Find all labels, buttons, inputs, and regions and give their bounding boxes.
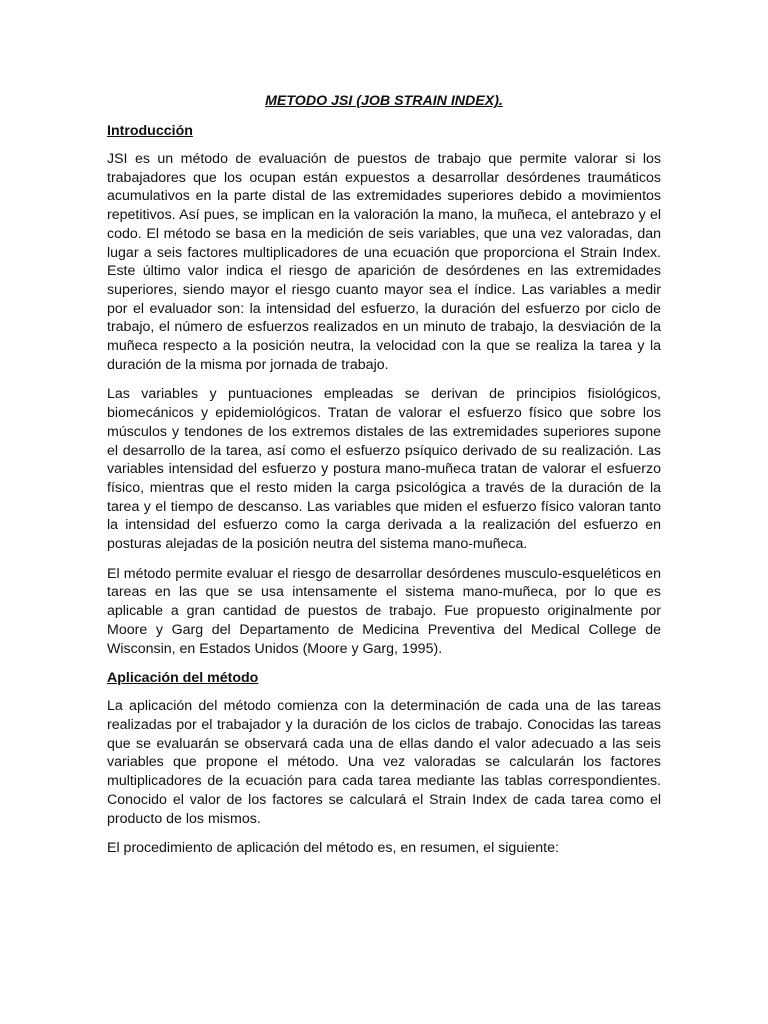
intro-paragraph-3: El método permite evaluar el riesgo de desarrollar desórdenes musculo-esqueléticos en tareas en las que se usa intensamente el sistema mano-muñeca, por lo que es aplicable a gran cantidad de puestos de trabajo. Fue propuesto originalmente por Moore y Garg del Departamento de Medicina Preventiva del Medical College de Wisconsin, en Estados Unidos (Moore y Garg, 1995). [107,565,661,657]
intro-paragraph-1: JSI es un método de evaluación de puestos de trabajo que permite valorar si los trabajadores que los ocupan están expuestos a desarrollar desórdenes traumáticos acumulativos en la parte distal de las extremidades superiores debido a movimientos repetitivos. Así pues, se implican en la valoración la mano, la muñeca, el antebrazo y el codo. El método se basa en la medición de seis variables, que una vez valoradas, dan lugar a seis factores multiplicadores de una ecuación que proporciona el Strain Index. Este último valor indica el riesgo de aparición de desórdenes en las extremidades superiores, siendo mayor el riesgo cuanto mayor sea el índice. Las variables a medir por el evaluador son: la intensidad del esfuerzo, la duración del esfuerzo por ciclo de trabajo, el número de esfuerzos realizados en un minuto de trabajo, la desviación de la muñeca respecto a la posición neutra, la velocidad con la que se realiza la tarea y la duración de la misma por jornada de trabajo. [107,151,661,373]
intro-paragraph-2: Las variables y puntuaciones empleadas se derivan de principios fisiológicos, biomecánicos y epidemiológicos. Tratan de valorar el esfuerzo físico que sobre los músculos y tendones de los extremos distales de las extremidades superiores supone el desarrollo de la tarea, así como el esfuerzo psíquico derivado de su realización. Las variables intensidad del esfuerzo y postura mano-muñeca tratan de valorar el esfuerzo físico, mientras que el resto miden la carga psicológica a través de la duración de la tarea y el tiempo de descanso. Las variables que miden el esfuerzo físico valoran tanto la intensidad del esfuerzo como la carga derivada a la realización del esfuerzo en posturas alejadas de la posición neutra del sistema mano-muñeca. [107,386,661,553]
section-heading-introduccion: Introducción [107,123,193,139]
aplicacion-paragraph-1: La aplicación del método comienza con la determinación de cada una de las tareas realizadas por el trabajador y la duración de los ciclos de trabajo. Conocidas las tareas que se evaluarán se observará cada una de ellas dando el valor adecuado a las seis variables que propone el método. Una vez valoradas se calcularán los factores multiplicadores de la ecuación para cada tarea mediante las tablas correspondientes. Conocido el valor de los factores se calculará el Strain Index de cada tarea como el producto de los mismos. [107,698,661,827]
section-heading-aplicacion: Aplicación del método [107,670,259,687]
aplicacion-paragraph-2: El procedimiento de aplicación del método es, en resumen, el siguiente: [107,840,559,857]
document-title: METODO JSI (JOB STRAIN INDEX). [265,93,503,109]
document-body [107,92,661,858]
